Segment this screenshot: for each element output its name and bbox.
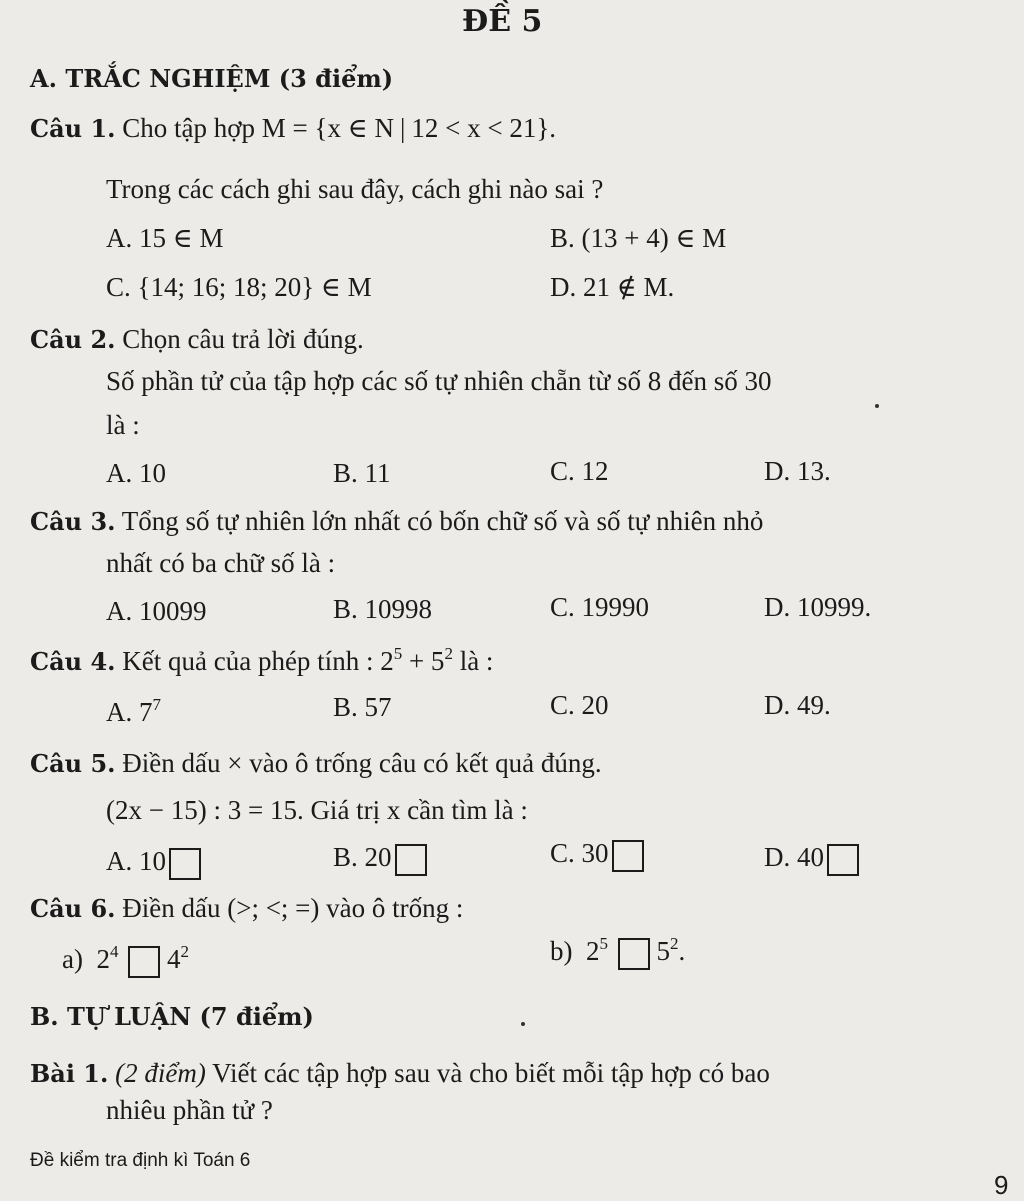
page-number: 9 — [994, 1170, 1009, 1200]
print-speck — [521, 1022, 525, 1026]
question-5-option-c-label: C. 30 — [550, 838, 609, 868]
question-4-option-a — [106, 697, 161, 728]
answer-box-a[interactable] — [169, 848, 201, 880]
question-4 — [30, 646, 493, 677]
question-1-label: Câu 1. — [30, 114, 116, 143]
question-3-option-c: C. 19990 — [550, 592, 650, 622]
question-1-text-pre: Cho tập hợp M = {x ∈ N — [122, 113, 394, 143]
question-5-option-b-label: B. 20 — [333, 842, 392, 872]
question-2-line-2: là : — [106, 410, 140, 440]
question-2-text: Chọn câu trả lời đúng. — [122, 324, 364, 354]
question-2-label: Câu 2. — [30, 325, 116, 354]
section-a-heading: A. TRẮC NGHIỆM (3 điểm) — [30, 64, 394, 93]
question-2-option-d: D. 13. — [764, 456, 831, 486]
question-5-label: Câu 5. — [30, 749, 116, 778]
question-6-part-b-base-1: 2 — [586, 936, 600, 966]
answer-box-d[interactable] — [827, 844, 859, 876]
question-6-part-b-label: b) — [550, 936, 573, 966]
compare-box-a[interactable] — [128, 946, 160, 978]
page-title: ĐỀ 5 — [462, 4, 543, 39]
question-6-part-b-end: . — [678, 936, 686, 966]
footer-text: Đề kiểm tra định kì Toán 6 — [30, 1150, 251, 1171]
exercise-1-line-2: nhiêu phần tử ? — [106, 1095, 273, 1125]
question-1-option-b: B. (13 + 4) ∈ M — [550, 223, 727, 253]
answer-box-c[interactable] — [612, 840, 644, 872]
question-1-option-c: C. {14; 16; 18; 20} ∈ M — [106, 272, 372, 302]
question-2-option-b: B. 11 — [333, 458, 391, 488]
question-1-option-d: D. 21 ∉ M. — [550, 272, 675, 302]
question-3-option-b: B. 10998 — [333, 594, 433, 624]
question-2 — [30, 324, 364, 355]
question-6-part-b-base-2: 5 — [656, 936, 670, 966]
question-1-prompt: Trong các cách ghi sau đây, cách ghi nào sai ? — [106, 174, 604, 204]
question-1-bar: | — [399, 113, 406, 143]
question-6-part-a-base-2: 4 — [166, 944, 181, 974]
question-2-line-1: Số phần tử của tập hợp các số tự nhiên chẵn từ số 8 đến số 30 — [106, 366, 772, 396]
question-6-part-b-exponent-1: 5 — [599, 934, 608, 953]
question-4-exponent-2: 2 — [444, 644, 453, 663]
question-4-option-a-exponent: 7 — [152, 695, 161, 714]
question-3-option-a: A. 10099 — [106, 596, 207, 626]
question-3-option-d: D. 10999. — [764, 592, 872, 622]
exercise-1-points: (2 điểm) — [115, 1058, 206, 1088]
section-b-heading: B. TỰ LUẬN (7 điểm) — [30, 1002, 314, 1031]
question-2-option-c: C. 12 — [550, 456, 609, 486]
question-4-option-b: B. 57 — [333, 692, 392, 722]
question-4-option-d: D. 49. — [764, 690, 831, 720]
question-5-line-2: (2x − 15) : 3 = 15. Giá trị x cần tìm là : — [106, 795, 528, 825]
question-4-label: Câu 4. — [30, 647, 116, 676]
question-5-text: Điền dấu × vào ô trống câu có kết quả đúng. — [122, 748, 602, 778]
question-3-label: Câu 3. — [30, 507, 116, 536]
question-1-text-post: 12 < x < 21}. — [411, 113, 557, 143]
question-6-part-b-exponent-2: 2 — [670, 934, 679, 953]
question-3-line-2: nhất có ba chữ số là : — [106, 548, 336, 578]
question-4-text-pre: Kết quả của phép tính : 2 — [122, 646, 394, 676]
question-2-option-a: A. 10 — [106, 458, 166, 488]
question-4-exponent-1: 5 — [393, 644, 403, 663]
answer-box-b[interactable] — [395, 844, 427, 876]
question-5-option-b — [333, 842, 427, 876]
compare-box-b[interactable] — [618, 938, 650, 970]
question-6-part-b — [550, 936, 685, 970]
question-4-option-a-base: A. 7 — [106, 697, 153, 727]
question-6-part-a — [62, 944, 189, 978]
question-5-option-a-label: A. 10 — [106, 846, 166, 876]
question-5-option-d-label: D. 40 — [764, 842, 824, 872]
print-speck — [875, 404, 879, 408]
question-6-part-a-exponent-1: 4 — [109, 942, 119, 961]
question-5-option-d — [764, 842, 859, 876]
question-6-part-a-base-1: 2 — [96, 944, 110, 974]
question-6-text: Điền dấu (>; <; =) vào ô trống : — [122, 893, 464, 923]
exercise-1-text: Viết các tập hợp sau và cho biết mỗi tập hợp có bao — [205, 1058, 770, 1088]
question-4-text-post: là : — [452, 646, 494, 676]
question-5-option-c — [550, 838, 644, 872]
question-5-option-a — [106, 846, 201, 880]
question-5 — [30, 748, 602, 779]
exercise-1 — [30, 1058, 770, 1089]
question-1 — [30, 113, 556, 144]
question-6-part-a-label: a) — [62, 944, 83, 974]
question-6 — [30, 893, 463, 924]
question-1-option-a: A. 15 ∈ M — [106, 223, 224, 253]
exercise-1-label: Bài 1. — [30, 1059, 109, 1088]
question-6-part-a-exponent-2: 2 — [180, 942, 189, 961]
question-3-text: Tổng số tự nhiên lớn nhất có bốn chữ số và số tự nhiên nhỏ — [121, 506, 764, 536]
question-4-text-mid: + 5 — [402, 646, 445, 676]
question-3 — [30, 506, 763, 537]
question-6-label: Câu 6. — [30, 894, 116, 923]
question-4-option-c: C. 20 — [550, 690, 609, 720]
